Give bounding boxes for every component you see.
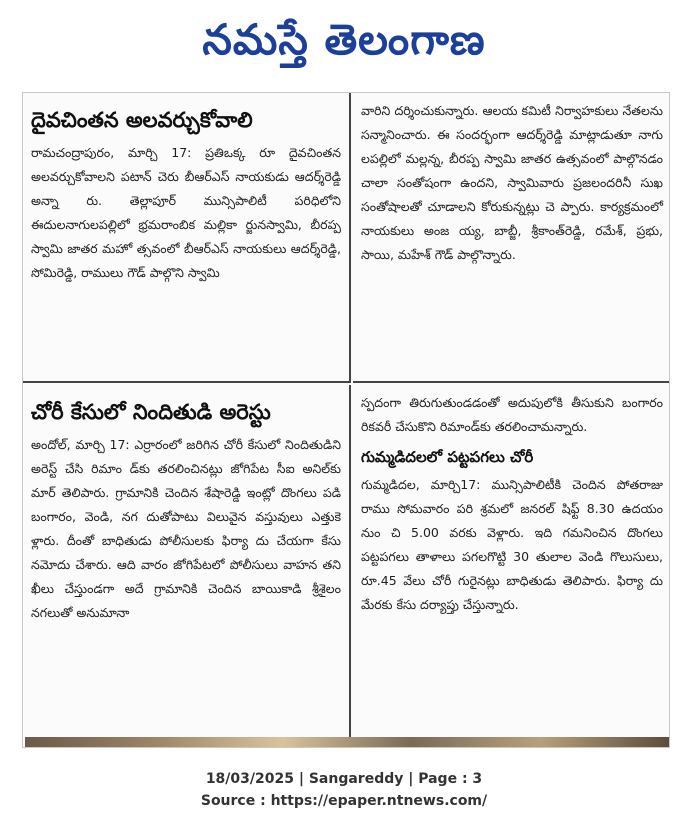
article-devotion-column-1 (23, 93, 351, 383)
article-devotion-body: రామచంద్రాపురం, మార్చి 17: ప్రతిఒక్క రూ దైవచింతన అలవర్చుకోవాలని పటాన్ చెరు బీఆర్ఎస్ నాయకుడు ఆదర్శ్‌రెడ్డి అన్నా రు. తెల్లాపూర్ మున్సిపాలిటీ పరిధిలోని ఈదులనాగులపల్లిలో భ్రమరాంబిక మల్లికా ర్జునస్వామి, బీరప్ప స్వామి జాతర మహో త్సవంలో బీఆర్ఎస్ నాయకులు ఆదర్శ్‌రెడ్డి, సోమిరెడ్డి, రాములు గౌడ్ పాల్గొని స్వామి (31, 145, 341, 280)
article-arrest-column-2 (353, 385, 670, 748)
article-arrest-body-continued: స్పదంగా తిరుగుతుండడంతో అదుపులోకి తీసుకుని బంగారం రికవరీ చేసుకొని రిమాండ్‌కు తరలించామన్నారు. (361, 395, 663, 434)
newspaper-clipping (22, 92, 670, 748)
article-devotion-column-2 (353, 93, 670, 383)
footer-edition-info: 18/03/2025 | Sangareddy | Page : 3 (205, 771, 483, 787)
article-devotion-headline: దైవచింతన అలవర్చుకోవాలి (31, 108, 253, 132)
article-arrest-body: అందోల్, మార్చి 17: ఎర్రారంలో జరిగిన చోరీ కేసులో నిందితుడిని అరెస్ట్ చేసి రిమాం డ్‌కు తరలించినట్లు జోగిపేట సీఐ అనిల్‌కు మార్ తెలిపారు. గ్రామానికి చెందిన శేషారెడ్డి ఇంట్లో దొంగలు పడి బంగారం, వెండి, నగ దుతోపాటు విలువైన వస్తువులు ఎత్తుకె ళ్లారు. దీంతో బాధితుడు పోలీసులకు ఫిర్యా దు చేయగా కేసు నమోదు చేశారు. ఆది వారం జోగిపేటలో పోలీసులు వాహన తని ఖీలు చేస్తుండగా అదే గ్రామానికి చెందిన బాయికాడి శ్రీశైలం నగలుతో అనుమానా (31, 437, 341, 620)
newspaper-logo: నమస్తే తెలంగాణ (202, 15, 486, 64)
article-theft-headline: గుమ్మడిదలలో పట్టపగలు చోరీ (361, 448, 534, 466)
article-theft-body: గుమ్మడిదల, మార్చి17: మున్సిపాలిటీకి చెందిన పోతరాజు రాము సోమవారం పరి శ్రమలో జనరల్ షిఫ్ట్ 8.30 ఉదయం నుం చి 5.00 వరకు వెళ్లారు. ఇది గమనించిన దొంగలు పట్టపగలు తాళాలు పగలగొట్టి 30 తులాల వెండి గొలుసులు, రూ.45 వేలు చోరీ గురైనట్లు బాధితుడు తెలిపారు. ఫిర్యా దు మేరకు కేసు దర్యాప్తు చేస్తున్నారు. (361, 477, 663, 612)
masthead (0, 0, 688, 80)
photo-strip (25, 737, 669, 747)
article-devotion-body-continued: వారిని దర్శించుకున్నారు. ఆలయ కమిటీ నిర్వాహకులు నేతలను సన్మానించారు. ఈ సందర్భంగా ఆదర్శ్‌రెడ్డి మాట్లాడుతూ నాగు లపల్లిలో మల్లన్న, బీరప్ప స్వామి జాతర ఉత్సవంలో పాల్గొనడం చాలా సంతోషంగా ఉందని, స్వామివారు ప్రజలందరినీ సుఖ సంతోషాలతో చూడాలని కోరుకున్నట్లు చె ప్పారు. కార్యక్రమంలో నాయకులు అంజ య్య, బాబ్జీ, శ్రీకాంత్‌రెడ్డి, రమేశ్, ప్రభు, సాయి, మహేశ్ గౌడ్ పాల్గొన్నారు. (361, 103, 663, 262)
article-arrest-column-1 (23, 385, 351, 748)
page-footer (0, 768, 688, 812)
article-arrest-headline: చోరీ కేసులో నిందితుడి అరెస్టు (31, 400, 271, 424)
footer-source-link[interactable]: Source : https://epaper.ntnews.com/ (200, 793, 488, 809)
